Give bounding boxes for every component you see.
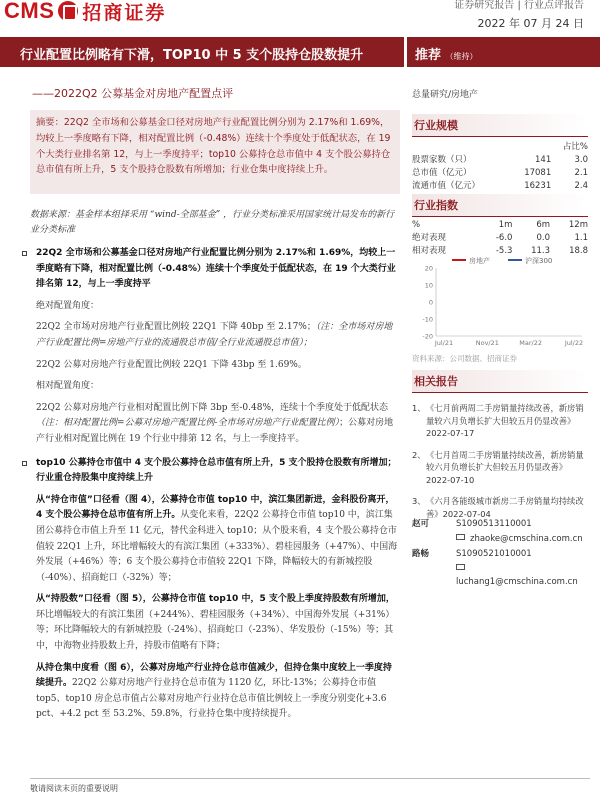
x-tick-label: Nov/21 bbox=[475, 339, 499, 347]
industry-index-panel bbox=[412, 194, 588, 258]
related-report-text: 《七月首周二手房销量持续改善，新房销量较六月负增长扩大但较五月仍显改善》2022-07-10 bbox=[426, 449, 584, 485]
section-1 bbox=[36, 246, 400, 448]
analyst-email: zhaoke@cmschina.com.cn bbox=[470, 534, 583, 544]
table-row bbox=[412, 180, 588, 193]
rel-para-text-c: ；公募对房地产行业相对配置比例在 19 个行业中排第 12 名，与上一季度持平。 bbox=[36, 418, 394, 444]
logo-cms-text: CMS bbox=[4, 0, 55, 23]
header-meta bbox=[454, 0, 584, 31]
analyst-cert: S1090521010001 bbox=[456, 549, 532, 559]
chart-source: 资料来源：公司数据、招商证券 bbox=[412, 354, 517, 363]
related-reports-panel bbox=[412, 370, 588, 520]
abs-config-label: 绝对配置角度： bbox=[36, 300, 100, 311]
scale-col-header: 占比% bbox=[562, 142, 588, 152]
scale-row-label: 流通市值（亿元） bbox=[412, 181, 481, 191]
rating-value: 推荐 bbox=[415, 48, 442, 63]
y-tick-label: -10 bbox=[422, 315, 433, 324]
analysts-panel bbox=[412, 518, 588, 589]
analyst-email-row[interactable] bbox=[412, 563, 588, 589]
related-report-item[interactable] bbox=[412, 449, 588, 487]
rel-config-para bbox=[36, 401, 400, 448]
related-reports-heading: 相关报告 bbox=[412, 370, 588, 393]
related-report-no: 3、 bbox=[412, 496, 426, 506]
legend-label: 沪深300 bbox=[525, 257, 553, 265]
related-report-item[interactable] bbox=[412, 402, 588, 440]
index-col-header: 12m bbox=[568, 220, 588, 230]
scale-row-pct: 3.0 bbox=[574, 155, 588, 165]
abs-config-para-2: 22Q2 公募对房地产行业配置比例较 22Q1 下降 43bp 至 1.69%。 bbox=[36, 359, 307, 370]
table-row bbox=[412, 154, 588, 167]
rating-note: （维持） bbox=[445, 52, 478, 61]
index-cell: 11.3 bbox=[531, 246, 551, 256]
legend-label: 房地产 bbox=[469, 257, 490, 265]
index-col-header: 1m bbox=[498, 220, 513, 230]
scale-row-value: 141 bbox=[535, 155, 552, 165]
industry-scale-panel bbox=[412, 114, 588, 193]
scale-row-value: 17081 bbox=[524, 168, 552, 178]
index-cell: -5.3 bbox=[495, 246, 513, 256]
analyst-name: 赵可 bbox=[412, 519, 430, 529]
data-source-note: 数据来源：基金样本组择采用 “wind-全部基金” ，行业分类标准采用国家统计局发布的新行业分类标准 bbox=[30, 210, 395, 235]
industry-scale-heading: 行业规模 bbox=[412, 114, 588, 137]
abs-config-para-1 bbox=[36, 320, 400, 351]
scale-row-value: 16231 bbox=[524, 181, 552, 191]
report-date: 2022 年 07 月 24 日 bbox=[477, 17, 584, 30]
company-logo bbox=[4, 0, 166, 22]
index-line-chart bbox=[412, 254, 588, 350]
table-row bbox=[412, 232, 588, 245]
index-row-label: 相对表现 bbox=[412, 246, 447, 256]
related-report-no: 1、 bbox=[412, 403, 426, 413]
industry-index-table bbox=[412, 219, 588, 258]
industry-index-heading: 行业指数 bbox=[412, 194, 588, 217]
index-row-label: 绝对表现 bbox=[412, 233, 447, 243]
rel-para-text-a: 22Q2 公募对房地产行业相对配置比例下降 3bp 至-0.48%，连续十个季度处于低配状态 bbox=[36, 402, 389, 413]
table-row bbox=[412, 141, 588, 154]
index-chart-panel bbox=[412, 254, 588, 364]
sector-label: 总量研究/房地产 bbox=[412, 90, 479, 100]
main-body bbox=[36, 246, 400, 723]
y-tick-label: 10 bbox=[424, 281, 433, 290]
mail-icon bbox=[456, 534, 465, 540]
title-banner bbox=[0, 37, 600, 67]
holding-value-text: 从变化来看，22Q2 公募持仓市值 top10 中，滨江集团公募持仓市值上升至 11 亿元，替代金科进入 top10；从个股来看，4 支个股公募持仓市值较 22Q1 上升，环比增幅较大的有滨江集团（+333%）、碧桂园服务（+47%）、中国海外发展（+46%）等；6 支个股公募持仓市值较 22Q1 下降，降幅较大的有新城控股（-40%）、招商蛇口（-32%）等； bbox=[36, 510, 398, 583]
analyst-cert: S1090513110001 bbox=[456, 519, 532, 529]
analyst-entry bbox=[412, 548, 588, 561]
footer-note: 敬请阅读末页的重要说明 bbox=[30, 784, 118, 793]
related-report-text: 《六月各能级城市新房二手房销量均持续改善》2022-07-04 bbox=[426, 496, 584, 519]
footer-divider bbox=[30, 778, 590, 779]
scale-row-label: 股票家数（只） bbox=[412, 155, 472, 165]
x-tick-label: Jul/22 bbox=[564, 339, 584, 347]
index-col-header: % bbox=[412, 220, 421, 230]
report-subtitle: ——2022Q2 公募基金对房地产配置点评 bbox=[32, 87, 234, 100]
analyst-name: 路畅 bbox=[412, 549, 430, 559]
analyst-email-row[interactable] bbox=[412, 533, 588, 546]
holding-value-lead: 从“持仓市值”口径看（图 4），公募持仓市值 top10 中，滨江集团新进，金科股份离开，4 支个股公募持仓总市值有所上升。 bbox=[36, 494, 395, 521]
holding-shares-para bbox=[36, 592, 400, 654]
concentration-lead: 从持仓集中度看（图 6），公募对房地产行业持仓总市值减少，但持仓集中度较上一季度持续提升。 bbox=[36, 662, 392, 689]
page-header bbox=[0, 0, 600, 36]
rating-label bbox=[415, 44, 478, 63]
index-cell: 0.0 bbox=[536, 233, 551, 243]
logo-cn-text: 招商证券 bbox=[82, 1, 167, 24]
concentration-text: 22Q2 公募对房地产行业持仓总市值为 1120 亿，环比-13%；公募持仓市值 top5、top10 房企总市值占公募对房地产行业持仓总市值比例较上一季度分别变化+3.6 pct、+4.2 pct 至 53.2%、59.8%，行业持仓集中度持续提升。 bbox=[36, 678, 387, 720]
index-cell: -6.0 bbox=[495, 233, 513, 243]
index-col-header: 6m bbox=[536, 220, 551, 230]
concentration-para bbox=[36, 661, 400, 723]
holding-value-para bbox=[36, 493, 400, 587]
mail-icon bbox=[456, 564, 465, 570]
report-category: 证券研究报告 | 行业点评报告 bbox=[454, 0, 584, 11]
holding-shares-lead: 从“持股数”口径看（图 5），公募持仓市值 top10 中，5 支个股上季度持股数有所增加， bbox=[36, 594, 395, 605]
section-2 bbox=[36, 456, 400, 724]
holding-shares-text: 环比增幅较大的有滨江集团（+244%）、碧桂园服务（+34%）、中国海外发展（+31%）等；环比降幅较大的有新城控股（-24%）、招商蛇口（-23%）、华发股份（-15%）等；其中，中海物业持股数上升，持股市值略有下降； bbox=[36, 609, 395, 652]
analyst-email: luchang1@cmschina.com.cn bbox=[456, 577, 578, 587]
related-report-text: 《七月前两周二手房销量持续改善，新房销量较六月负增长扩大但较五月仍显改善》2022-07-17 bbox=[426, 403, 584, 438]
report-title: 行业配置比例略有下滑，TOP10 中 5 支个股持仓股数提升 bbox=[20, 48, 364, 63]
bullet-square-icon bbox=[22, 251, 27, 256]
bullet-square-icon bbox=[22, 461, 27, 466]
rel-config-label: 相对配置角度： bbox=[36, 381, 100, 392]
table-row bbox=[412, 167, 588, 180]
x-tick-label: Jul/21 bbox=[434, 339, 454, 347]
table-row bbox=[412, 219, 588, 232]
rel-para-note: （注：相对配置比例=公募对房地产配置比例-全市场对房地产行业配置比例） bbox=[36, 418, 340, 429]
analyst-entry bbox=[412, 518, 588, 531]
index-cell: 18.8 bbox=[569, 246, 588, 256]
y-tick-label: 0 bbox=[428, 298, 433, 307]
related-report-item[interactable] bbox=[412, 495, 588, 520]
industry-scale-table bbox=[412, 141, 588, 193]
section-1-heading: 22Q2 全市场和公募基金口径对房地产行业配置比例分别为 2.17%和 1.69%，均较上一季度略有下降，相对配置比例（-0.48%）连续十个季度处于低配状态，在 19 个大类行业排名第 12，与上一季度持平 bbox=[36, 248, 396, 290]
y-tick-label: 20 bbox=[424, 264, 433, 273]
scale-row-pct: 2.4 bbox=[574, 181, 588, 191]
index-cell: 1.1 bbox=[574, 233, 588, 243]
summary-box: 摘要：22Q2 全市场和公募基金口径对房地产行业配置比例分别为 2.17%和 1.69%，均较上一季度略有下降，相对配置比例（-0.48%）连续十个季度处于低配状态，在 19 个大类行业排名第 12，与上一季度持平；top10 公募持仓总市值中 4 支个股公募持仓总市值有所上升，5 支个股持仓股数有所增加；行业仓集中度持续上升。 bbox=[30, 110, 400, 194]
scale-row-label: 总市值（亿元） bbox=[412, 168, 472, 178]
logo-mark-icon bbox=[58, 1, 78, 21]
abs-para-1-text: 22Q2 全市场对房地产行业配置比例较 22Q1 下降 40bp 至 2.17%； bbox=[36, 322, 316, 333]
scale-row-pct: 2.1 bbox=[574, 168, 588, 178]
abs-para-1-note: （注：全市场对房地产行业配置比例=房地产行业的流通股总市值/全行业流通股总市值）； bbox=[36, 322, 393, 348]
y-tick-label: -20 bbox=[422, 332, 433, 341]
section-2-heading: top10 公募持仓市值中 4 支个股公募持仓总市值有所上升，5 支个股持仓股数有所增加；行业重仓持股集中度持续上升 bbox=[36, 457, 397, 484]
x-tick-label: Mar/22 bbox=[519, 339, 543, 347]
related-report-no: 2、 bbox=[412, 449, 426, 460]
